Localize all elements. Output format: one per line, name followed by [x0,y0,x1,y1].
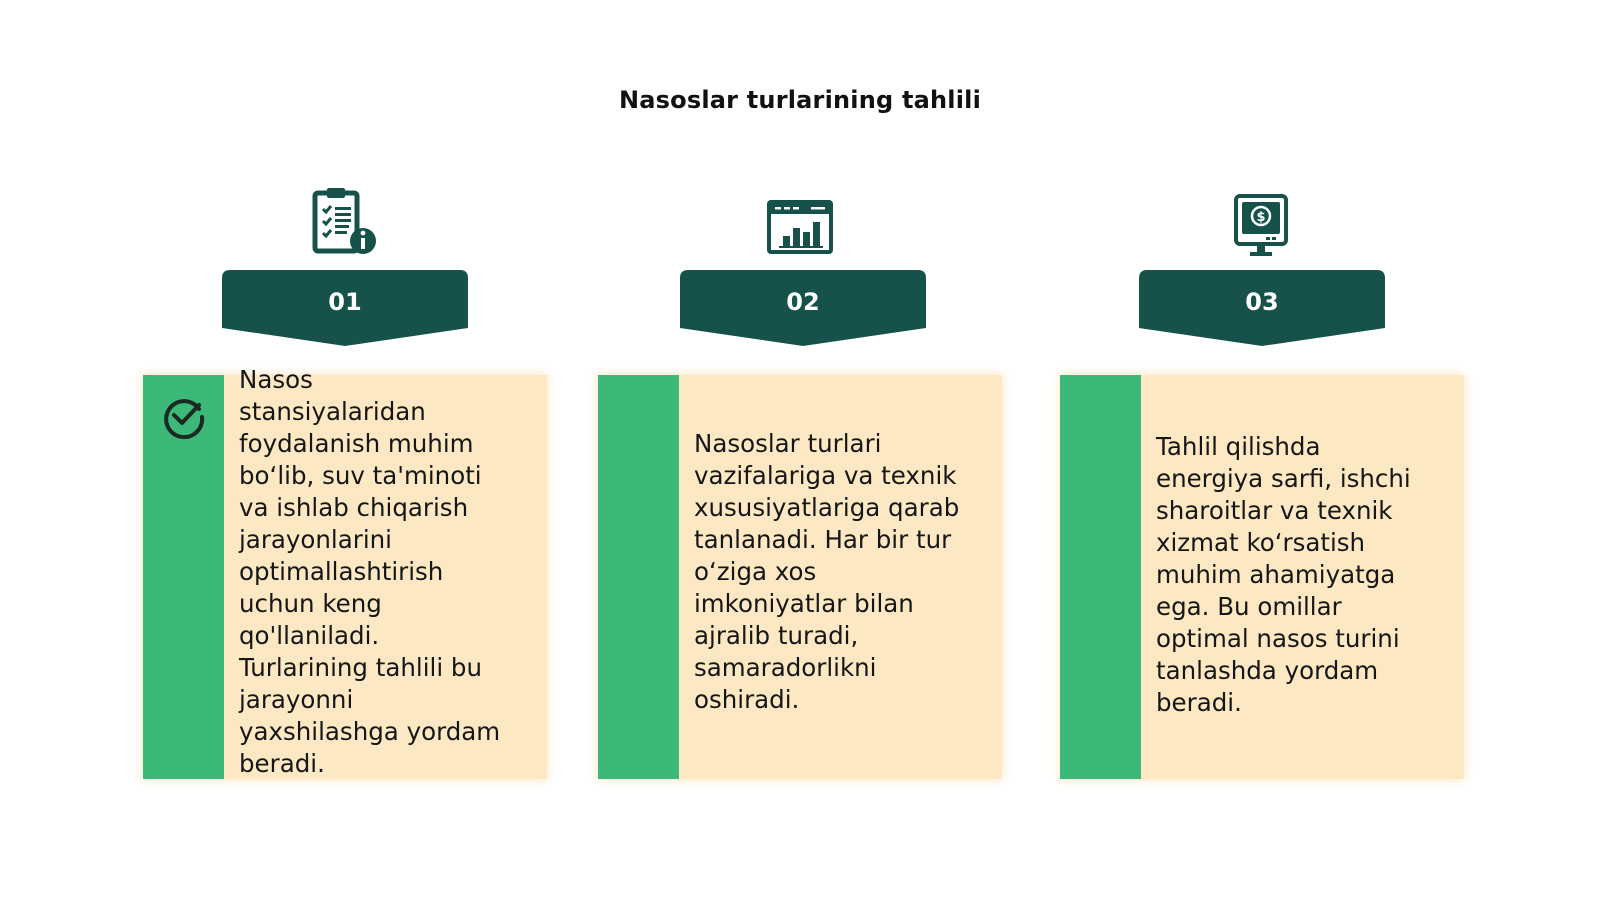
step-card-03 [1060,375,1464,779]
step-banner-01 [222,270,468,346]
step-card-02 [598,375,1002,779]
clipboard-info-icon [309,187,379,257]
slide-title: Nasoslar turlarining tahlili [618,86,982,114]
step-number: 02 [786,288,820,316]
card-stripe [1060,375,1141,779]
step-number: 01 [328,288,362,316]
step-banner-02 [680,270,926,346]
check-circle-icon [161,393,207,439]
svg-text:$: $ [1256,210,1266,225]
step-text: Tahlil qilishda energiya sarfi, ishchi sharoitlar va texnik xizmat ko‘rsatish muhim ahamiyatga ega. Bu omillar optimal nasos turini tanlashda yordam beradi. [1156,432,1411,717]
step-text: Nasos stansiyalaridan foydalanish muhim bo‘lib, suv ta'minoti va ishlab chiqarish jarayonlarini optimallashtirish uchun keng qo'llaniladi. Turlarining tahlili bu jarayonni yaxshilashga yordam beradi. [239,365,501,778]
step-banner-03 [1139,270,1385,346]
step-number: 03 [1245,288,1279,316]
step-text: Nasoslar turlari vazifalariga va texnik xususiyatlariga qarab tanlanadi. Har bir tur o‘ziga xos imkoniyatlar bilan ajralib turadi, samaradorlikni oshiradi. [694,429,960,714]
bar-chart-window-icon [765,192,835,262]
dollar-monitor-icon [1226,192,1296,262]
card-stripe [598,375,679,779]
step-card-01 [143,365,547,779]
